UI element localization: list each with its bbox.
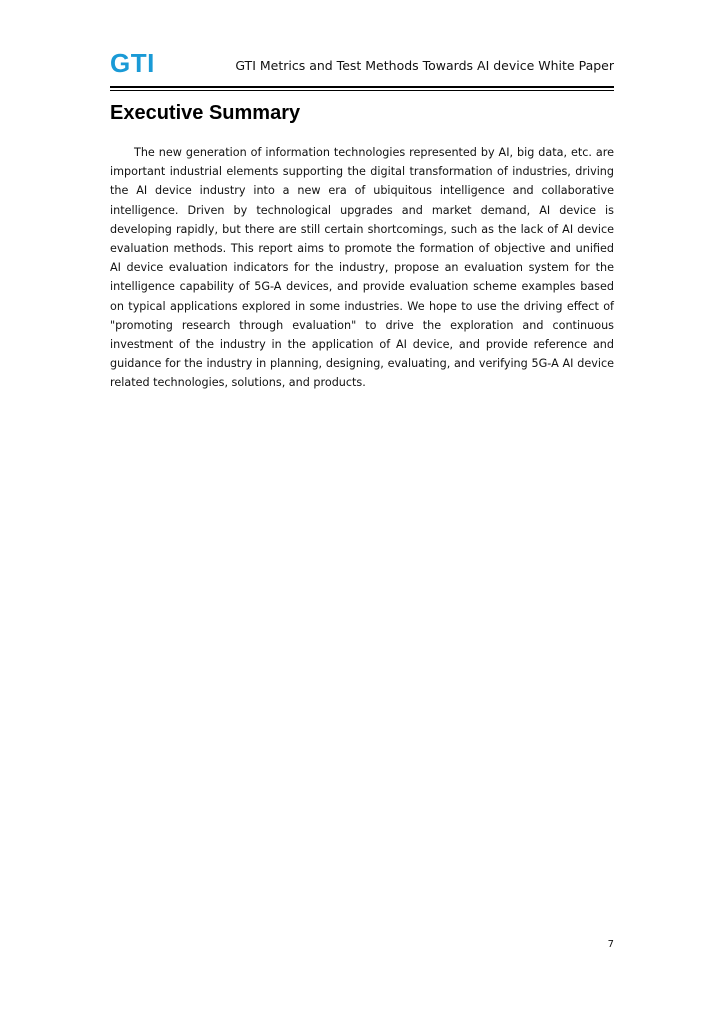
- document-header-title: GTI Metrics and Test Methods Towards AI device White Paper: [235, 58, 614, 73]
- header-rule: [110, 86, 614, 88]
- gti-logo-text: GTI: [110, 48, 155, 78]
- header-rule-thin: [110, 90, 614, 91]
- body-paragraph: The new generation of information technologies represented by AI, big data, etc. are important industrial elements supporting the digital transformation of industries, driving the AI device industry into a new era of ubiquitous intelligence and collaborative intelligence. Driven by technological upgrades and market demand, AI device is developing rapidly, but there are still certain shortcomings, such as the lack of AI device evaluation methods. This report aims to promote the formation of objective and unified AI device evaluation indicators for the industry, propose an evaluation system for the intelligence capability of 5G-A devices, and provide evaluation scheme examples based on typical applications explored in some industries. We hope to use the driving effect of "promoting research through evaluation" to drive the exploration and continuous investment of the industry in the application of AI device, and provide reference and guidance for the industry in planning, designing, evaluating, and verifying 5G-A AI device related technologies, solutions, and products.: [110, 146, 614, 390]
- page-number: 7: [607, 939, 614, 950]
- gti-logo: [110, 50, 155, 76]
- section-heading: Executive Summary: [110, 102, 301, 124]
